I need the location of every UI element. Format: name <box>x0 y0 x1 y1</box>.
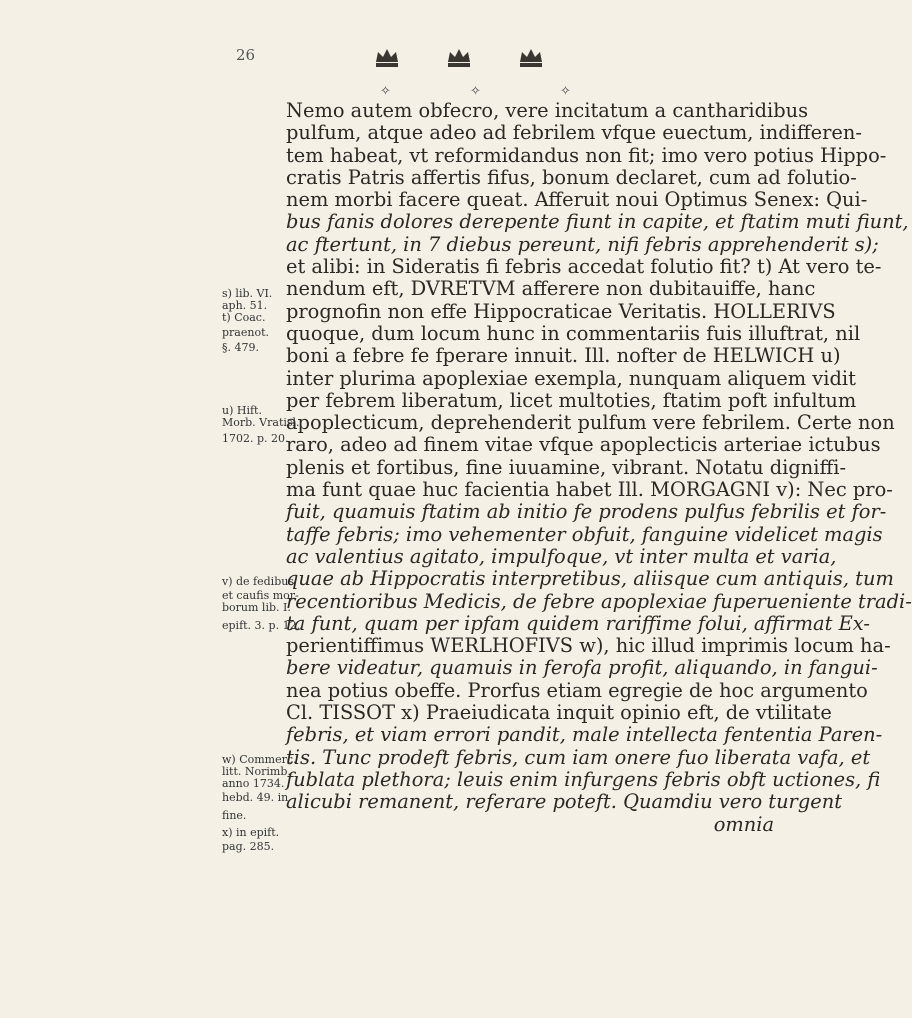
text-line: taffe febris; imo vehementer obfuit, fanguine videlicet magis <box>286 522 883 546</box>
margin-note: s) lib. VI. <box>222 287 273 300</box>
margin-note: t) Coac. <box>222 311 266 324</box>
text-line: boni a febre fe fperare innuit. Ill. nofter de HELWICH u) <box>286 344 841 368</box>
crown-ornament-icon <box>374 44 400 70</box>
text-line: raro, adeo ad finem vitae vfque apoplecticis arteriae ictubus <box>286 433 881 457</box>
margin-note: epift. 3. p. 12. <box>222 619 301 632</box>
text-line: febris, et viam errori pandit, male intellecta fententia Paren- <box>286 723 883 747</box>
text-line: bere videatur, quamuis in ferofa profit, aliquando, in fangui- <box>286 656 878 680</box>
main-text-block <box>286 99 912 836</box>
text-line: ta funt, quam per ipfam quidem rariffime folui, affirmat Ex- <box>286 611 870 635</box>
asterisk-ornament-icon: ✧ <box>560 84 571 99</box>
text-line: cratis Patris affertis fifus, bonum declaret, cum ad folutio- <box>286 165 857 189</box>
text-line: bus fanis dolores derepente fiunt in capite, et ftatim muti fiunt, <box>286 210 909 234</box>
text-line: nea potius obeffe. Prorfus etiam egregie de hoc argumento <box>286 678 868 702</box>
margin-note: u) Hift. <box>222 404 262 417</box>
asterisk-ornament-icon: ✧ <box>470 84 481 99</box>
margin-note: pag. 285. <box>222 840 275 853</box>
margin-note: fine. <box>222 809 247 822</box>
margin-note: x) in epift. <box>222 826 280 839</box>
margin-note: v) de fedibus <box>222 575 294 588</box>
text-line: ac ftertunt, in 7 diebus pereunt, nifi febris apprehenderit s); <box>286 232 879 256</box>
text-line: per febrem liberatum, licet multoties, ftatim poft infultum <box>286 388 857 412</box>
margin-note: et caufis mor- <box>222 589 299 602</box>
margin-note: hebd. 49. in <box>222 791 289 804</box>
text-line: Cl. TISSOT x) Praeiudicata inquit opinio eft, de vtilitate <box>286 701 832 725</box>
text-line: tem habeat, vt reformidandus non fit; imo vero potius Hippo- <box>286 143 887 167</box>
crown-ornament-icon <box>446 44 472 70</box>
margin-note: w) Commerc. <box>222 753 297 766</box>
text-line: ac valentius agitato, impulfoque, vt inter multa et varia, <box>286 544 837 568</box>
text-line: Nemo autem obfecro, vere incitatum a cantharidibus <box>286 99 809 122</box>
text-line: fuit, quamuis ftatim ab initio fe prodens pulfus febrilis et for- <box>286 500 887 524</box>
text-line: fublata plethora; leuis enim infurgens febris obft uctiones, fi <box>286 767 881 791</box>
text-line: nem morbi facere queat. Afferuit noui Optimus Senex: Qui- <box>286 188 868 212</box>
crown-ornament-icon <box>518 44 544 70</box>
catchword: omnia <box>713 812 774 836</box>
text-line: apoplecticum, deprehenderit pulfum vere febrilem. Certe non <box>286 411 895 435</box>
text-line: nendum eft, DVRETVM afferere non dubitauiffe, hanc <box>286 277 816 301</box>
header-ornaments <box>360 44 610 74</box>
text-line: quae ab Hippocratis interpretibus, aliisque cum antiquis, tum <box>286 567 894 591</box>
margin-note: 1702. p. 20. <box>222 432 289 445</box>
asterisk-ornament-icon: ✧ <box>380 84 391 99</box>
margin-note: litt. Norimb. <box>222 765 291 778</box>
text-line: prognofin non effe Hippocraticae Veritatis. HOLLERIVS <box>286 299 836 323</box>
text-line: et alibi: in Sideratis fi febris accedat folutio fit? t) At vero te- <box>286 255 882 279</box>
margin-note: §. 479. <box>222 341 259 354</box>
margin-note: borum lib. I. <box>222 601 291 614</box>
text-line: pulfum, atque adeo ad febrilem vfque euectum, indifferen- <box>286 121 862 145</box>
margin-note: Morb. Vratisl. <box>222 416 300 429</box>
text-line: plenis et fortibus, fine iuuamine, vibrant. Notatu digniffi- <box>286 455 846 479</box>
text-line: recentioribus Medicis, de febre apoplexiae fuperueniente tradi- <box>286 589 912 613</box>
margin-note: anno 1734. <box>222 777 285 790</box>
text-line: ma funt quae huc facientia habet Ill. MORGAGNI v): Nec pro- <box>286 478 893 502</box>
text-line: perientiffimus WERLHOFIVS w), hic illud imprimis locum ha- <box>286 634 891 658</box>
text-line: quoque, dum locum hunc in commentariis fuis illuftrat, nil <box>286 321 861 345</box>
text-line: tis. Tunc prodeft febris, cum iam onere fuo liberata vafa, et <box>286 745 871 769</box>
margin-note: praenot. <box>222 326 269 339</box>
text-line: inter plurima apoplexiae exempla, nunquam aliquem vidit <box>286 366 856 390</box>
text-line: alicubi remanent, referare poteft. Quamdiu vero turgent <box>286 790 842 814</box>
margin-note: aph. 51. <box>222 299 268 312</box>
page-number: 26 <box>236 46 256 64</box>
